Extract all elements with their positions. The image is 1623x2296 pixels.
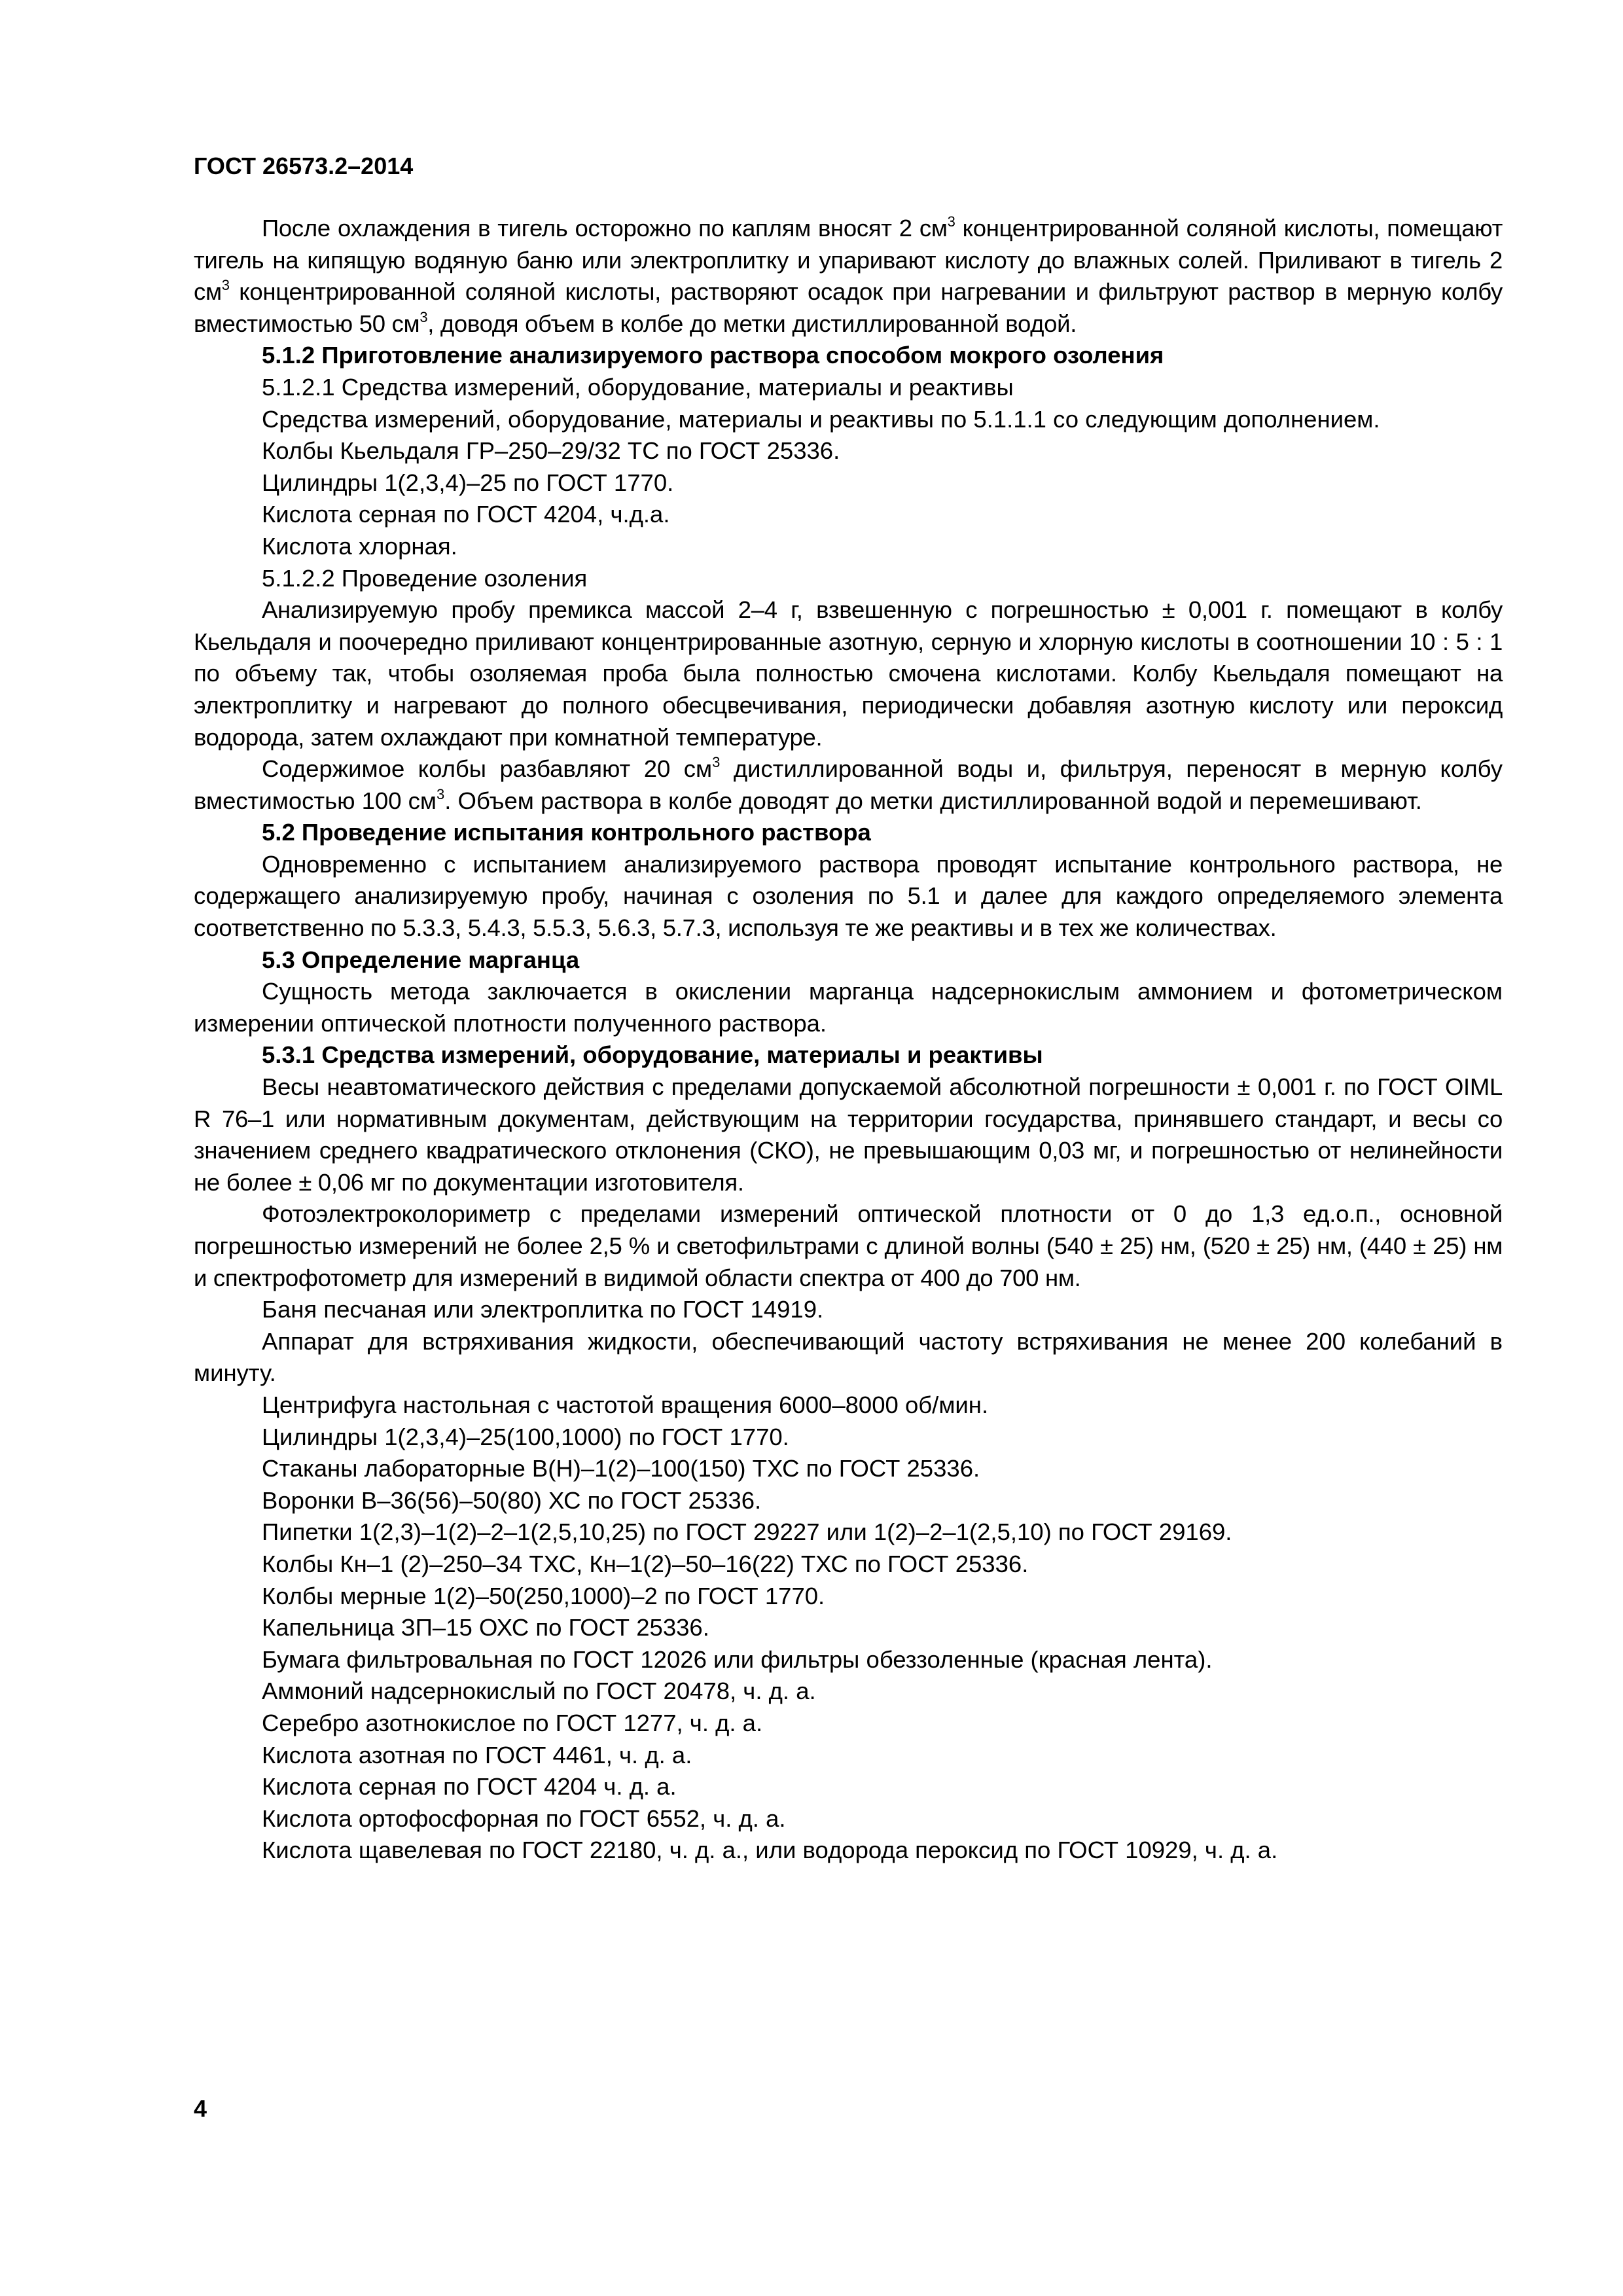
document-body (194, 213, 1503, 1867)
list-item: Пипетки 1(2,3)–1(2)–2–1(2,5,10,25) по ГОСТ 29227 или 1(2)–2–1(2,5,10) по ГОСТ 29169. (262, 1518, 1232, 1546)
list-item: Серебро азотнокислое по ГОСТ 1277, ч. д. а. (262, 1709, 763, 1736)
list-item: Бумага фильтровальная по ГОСТ 12026 или фильтры обеззоленные (красная лента). (262, 1645, 1213, 1673)
list-item: Капельница ЗП–15 ОХС по ГОСТ 25336. (262, 1614, 709, 1641)
paragraph: Весы неавтоматического действия с пределами допускаемой абсолютной погрешности ± 0,001 г. по ГОСТ OIML R 76–1 или нормативным документам, действующим на территории государства, принявшего стандарт, и весы со значением среднего квадратического отклонения (СКО), не превышающим 0,03 мг, и погрешностью от нелинейности не более ± 0,06 мг по документации изготовителя. (194, 1073, 1503, 1196)
section-heading: 5.3 Определение марганца (262, 946, 580, 973)
list-item: Кислота щавелевая по ГОСТ 22180, ч. д. а., или водорода пероксид по ГОСТ 10929, ч. д. а. (262, 1837, 1278, 1864)
list-item: Кислота хлорная. (262, 532, 457, 560)
list-item: Колбы Кьельдаля ГР–250–29/32 ТС по ГОСТ 25336. (262, 437, 840, 465)
list-item: Баня песчаная или электроплитка по ГОСТ 14919. (262, 1296, 824, 1323)
list-item: Кислота ортофосфорная по ГОСТ 6552, ч. д. а. (262, 1804, 786, 1832)
subsection-heading: 5.1.2.2 Проведение озоления (262, 564, 588, 592)
list-item: Колбы Кн–1 (2)–250–34 ТХС, Кн–1(2)–50–16(22) ТХС по ГОСТ 25336. (262, 1550, 1029, 1577)
list-item: Аммоний надсернокислый по ГОСТ 20478, ч. д. а. (262, 1677, 816, 1705)
list-item: Кислота серная по ГОСТ 4204 ч. д. а. (262, 1773, 677, 1801)
list-item: Колбы мерные 1(2)–50(250,1000)–2 по ГОСТ 1770. (262, 1582, 825, 1609)
paragraph: Анализируемую пробу премикса массой 2–4 г, взвешенную с погрешностью ± 0,001 г. помещают в колбу Кьельдаля и поочередно приливают концентрированные азотную, серную и хлорную кислоты в соотношении 10 : 5 : 1 по объему так, чтобы озоляемая проба была полностью смочена кислотами. Колбу Кьельдаля помещают на электроплитку и нагревают до полного обесцвечивания, периодически добавляя азотную кислоту или пероксид водорода, затем охлаждают при комнатной температуре. (194, 596, 1503, 751)
paragraph: Одновременно с испытанием анализируемого раствора проводят испытание контрольного раствора, не содержащего анализируемую пробу, начиная с озоления по 5.1 и далее для каждого определяемого элемента соответственно по 5.3.3, 5.4.3, 5.5.3, 5.6.3, 5.7.3, используя те же реактивы и в тех же количествах. (194, 850, 1503, 942)
document-header: ГОСТ 26573.2–2014 (194, 152, 414, 179)
paragraph: Фотоэлектроколориметр с пределами измерений оптической плотности от 0 до 1,3 ед.о.п., основной погрешностью измерений не более 2,5 % и светофильтрами с длиной волны (540 ± 25) нм, (520 ± 25) нм, (440 ± 25) нм и спектрофотометр для измерений в видимой области спектра от 400 до 700 нм. (194, 1200, 1503, 1291)
list-item: Цилиндры 1(2,3,4)–25(100,1000) по ГОСТ 1770. (262, 1423, 789, 1450)
paragraph: Средства измерений, оборудование, материалы и реактивы по 5.1.1.1 со следующим дополнением. (262, 405, 1380, 433)
section-heading: 5.2 Проведение испытания контрольного раствора (262, 819, 871, 846)
paragraph: Аппарат для встряхивания жидкости, обеспечивающий частоту встряхивания не менее 200 колебаний в минуту. (194, 1327, 1503, 1387)
list-item: Стаканы лабораторные В(Н)–1(2)–100(150) ТХС по ГОСТ 25336. (262, 1455, 980, 1482)
paragraph: Содержимое колбы разбавляют 20 $см^3$ дистиллированной воды и, фильтруя, переносят в мерную колбу вместимостью 100 $см^3$. Объем раствора в колбе доводят до метки дистиллированной водой и перемешивают. (194, 754, 1503, 814)
list-item: Воронки В–36(56)–50(80) ХС по ГОСТ 25336. (262, 1486, 762, 1514)
section-heading: 5.3.1 Средства измерений, оборудование, материалы и реактивы (262, 1041, 1043, 1069)
page-number: 4 (194, 2095, 207, 2122)
list-item: Кислота серная по ГОСТ 4204, ч.д.а. (262, 501, 670, 528)
list-item: Центрифуга настольная с частотой вращения 6000–8000 об/мин. (262, 1391, 989, 1418)
paragraph: После охлаждения в тигель осторожно по каплям вносят 2 $см^3$ концентрированной соляной кислоты, помещают тигель на кипящую водяную баню или электроплитку и упаривают кислоту до влажных солей. Приливают в тигель 2 $см^3$ концентрированной соляной кислоты, растворяют осадок при нагревании и фильтруют раствор в мерную колбу вместимостью 50 $см^3$, доводя объем в колбе до метки дистиллированной водой. (194, 213, 1503, 337)
list-item: Кислота азотная по ГОСТ 4461, ч. д. а. (262, 1741, 692, 1768)
subsection-heading: 5.1.2.1 Средства измерений, оборудование, материалы и реактивы (262, 373, 1014, 401)
section-heading: 5.1.2 Приготовление анализируемого раствора способом мокрого озоления (262, 342, 1164, 369)
list-item: Цилиндры 1(2,3,4)–25 по ГОСТ 1770. (262, 469, 674, 496)
paragraph: Сущность метода заключается в окислении марганца надсернокислым аммонием и фотометрическом измерении оптической плотности полученного раствора. (194, 978, 1503, 1037)
